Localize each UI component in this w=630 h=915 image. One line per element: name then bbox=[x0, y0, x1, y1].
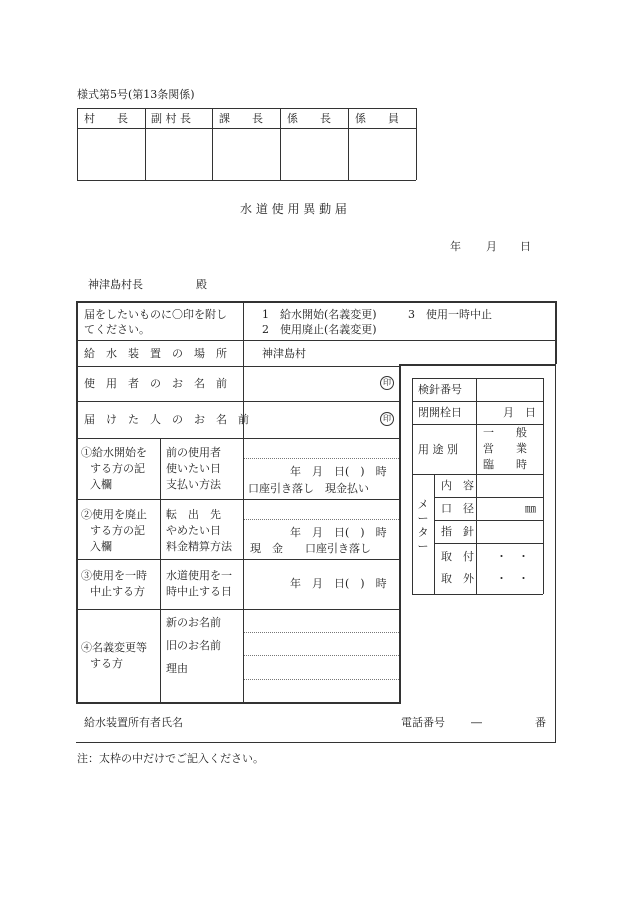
start-date-field[interactable]: 年 月 日( ) 時 bbox=[290, 465, 387, 478]
rename-item-old-name: 旧のお名前 bbox=[166, 639, 221, 652]
submitter-name-field[interactable] bbox=[246, 405, 376, 433]
rename-item-reason: 理由 bbox=[166, 662, 188, 675]
meter-reading-label: 指 針 bbox=[441, 525, 474, 538]
rename-section-line2: する方 bbox=[90, 657, 123, 670]
start-section-line2: する方の記 bbox=[90, 462, 145, 475]
abolish-section-line3: 入欄 bbox=[90, 540, 112, 553]
approval-header-staff: 係 員 bbox=[355, 112, 399, 125]
phone-label: 電話番号 bbox=[401, 716, 445, 729]
approval-header-deputy-head: 副 村 長 bbox=[151, 112, 191, 125]
approval-header-village-head: 村 長 bbox=[84, 112, 128, 125]
user-name-label: 使 用 者 の お 名 前 bbox=[84, 377, 227, 390]
start-item-previous-user: 前の使用者 bbox=[166, 446, 221, 459]
date-month-label: 月 bbox=[486, 240, 497, 253]
inspection-number-label: 検針番号 bbox=[418, 383, 462, 396]
addressee-honorific: 殿 bbox=[196, 278, 207, 291]
notice-label-line2: てください。 bbox=[84, 323, 150, 336]
suspend-date-field[interactable]: 年 月 日( ) 時 bbox=[290, 577, 387, 590]
suspend-item-line1: 水道使用を一 bbox=[166, 569, 232, 582]
submitter-label: 届 け た 人 の お 名 前 bbox=[84, 413, 249, 426]
start-item-payment-method: 支払い方法 bbox=[166, 478, 221, 491]
notice-option-1[interactable]: 1 給水開始(名義変更) bbox=[262, 308, 377, 321]
meter-contents-label: 内 容 bbox=[441, 479, 474, 492]
date-day-label: 日 bbox=[520, 240, 531, 253]
diameter-unit: ㎜ bbox=[525, 502, 536, 515]
footnote: 注：太枠の中だけでご記入ください。 bbox=[77, 752, 264, 765]
user-name-field[interactable] bbox=[246, 370, 376, 396]
new-name-field[interactable] bbox=[246, 611, 396, 631]
start-section-line3: 入欄 bbox=[90, 478, 112, 491]
location-value[interactable]: 神津島村 bbox=[262, 347, 306, 360]
usage-option-temporary[interactable]: 臨 時 bbox=[483, 458, 527, 471]
abolish-item-settlement-method: 料金精算方法 bbox=[166, 540, 232, 553]
install-date-dots: ・ ・ bbox=[496, 550, 529, 563]
usage-option-general[interactable]: 一 般 bbox=[483, 426, 527, 439]
tap-date-label: 閉開栓日 bbox=[418, 406, 462, 419]
abolish-item-stop-date: やめたい日 bbox=[166, 524, 221, 537]
install-label: 取 付 bbox=[441, 550, 474, 563]
form-number: 様式第5号(第13条関係) bbox=[77, 88, 195, 101]
abolish-date-field[interactable]: 年 月 日( ) 時 bbox=[290, 526, 387, 539]
notice-option-3[interactable]: 3 使用一時中止 bbox=[408, 308, 492, 321]
approval-header-subsection-chief: 係 長 bbox=[287, 112, 331, 125]
notice-label-line1: 届をしたいものに〇印を附し bbox=[84, 308, 227, 321]
reason-field[interactable] bbox=[246, 657, 396, 677]
remove-label: 取 外 bbox=[441, 572, 474, 585]
rename-section-line1: ④名義変更等 bbox=[81, 641, 147, 654]
addressee-name: 神津島村長 bbox=[88, 278, 143, 291]
form-title: 水 道 使 用 異 動 届 bbox=[240, 202, 347, 216]
abolish-item-destination: 転 出 先 bbox=[166, 508, 221, 521]
user-seal-mark: 印 bbox=[380, 376, 394, 390]
suspend-section-line2: 中止する方 bbox=[90, 585, 145, 598]
phone-ban: 番 bbox=[535, 716, 546, 729]
abolish-payment-options[interactable]: 現 金 口座引き落し bbox=[250, 542, 371, 555]
suspend-section-line1: ③使用を一時 bbox=[81, 569, 147, 582]
usage-option-business[interactable]: 営 業 bbox=[483, 442, 527, 455]
location-label: 給 水 装 置 の 場 所 bbox=[84, 347, 227, 360]
old-name-field[interactable] bbox=[246, 634, 396, 654]
rename-item-new-name: 新のお名前 bbox=[166, 616, 221, 629]
abolish-section-line2: する方の記 bbox=[90, 524, 145, 537]
usage-label: 用 途 別 bbox=[418, 443, 458, 456]
phone-dash: ― bbox=[471, 716, 482, 729]
start-item-start-date: 使いたい日 bbox=[166, 462, 221, 475]
notice-option-2[interactable]: 2 使用廃止(名義変更) bbox=[262, 323, 377, 336]
start-section-line1: ①給水開始を bbox=[81, 446, 147, 459]
date-year-label: 年 bbox=[450, 240, 461, 253]
owner-name-label: 給水装置所有者氏名 bbox=[84, 716, 183, 729]
tap-date-value: 月 日 bbox=[503, 406, 536, 419]
meter-diameter-label: 口 径 bbox=[441, 502, 474, 515]
approval-header-section-chief: 課 長 bbox=[219, 112, 263, 125]
remove-date-dots: ・ ・ bbox=[496, 572, 529, 585]
abolish-section-line1: ②使用を廃止 bbox=[81, 508, 147, 521]
start-payment-options[interactable]: 口座引き落し 現金払い bbox=[248, 482, 369, 495]
meter-label: メーター bbox=[417, 498, 429, 553]
submitter-seal-mark: 印 bbox=[380, 412, 394, 426]
suspend-item-line2: 時中止する日 bbox=[166, 585, 232, 598]
